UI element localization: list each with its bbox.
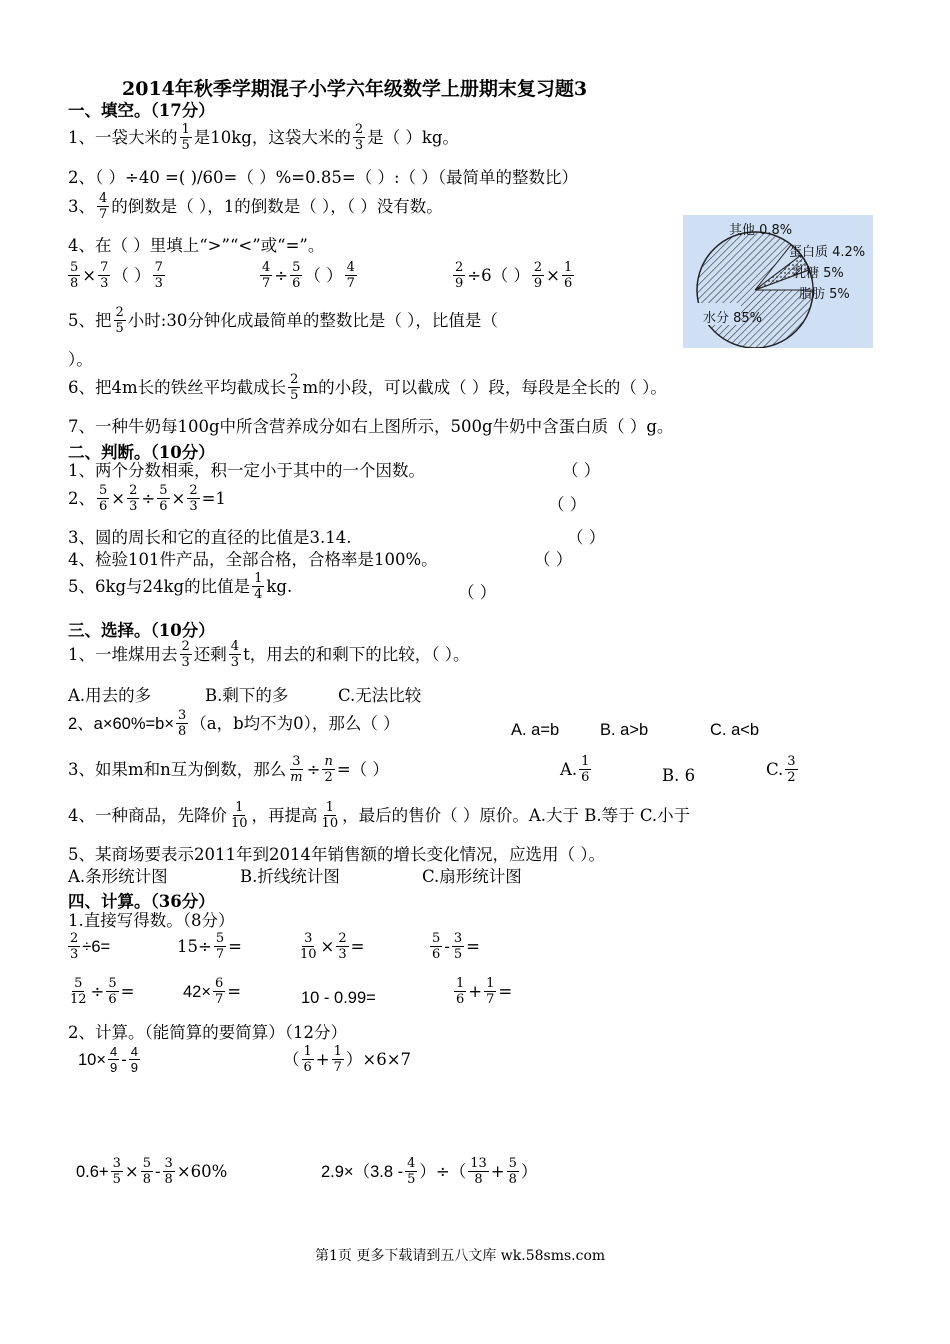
choice-3: 3、如果m和n互为倒数，那么 $\frac{3}{m}$ ÷ $\frac{n}{2}$ =（ ） [68,754,389,785]
calc-2a: $\frac{5}{12}$ ÷ $\frac{5}{6}$ = [70,976,135,1007]
fraction: $\frac{1}{5}$ [181,122,190,153]
choice-3-option-a: A. $\frac{1}{6}$ [560,754,590,785]
pie-label-other: 其他 0.8% [729,223,793,238]
choice-5-option-c: C.扇形统计图 [422,867,522,886]
choice-5-option-a: A.条形统计图 [68,867,168,886]
calc-expr-1: 10× $\frac{4}{9}$ - $\frac{4}{9}$ [78,1044,138,1075]
choice-2-option-a: A. a=b [511,721,560,739]
question-1-7: 7、一种牛奶每100g中所含营养成分如右上图所示，500g牛奶中含蛋白质（ ）g。 [68,417,674,436]
choice-3-option-b: B. 6 [662,766,696,785]
pie-label-lactose: 乳糖 5% [793,266,844,281]
judge-5: 5、6kg与24kg的比值是 $\frac{1}{4}$ kg. [68,571,293,602]
calc-1c: $\frac{3}{10}$ × $\frac{2}{3}$ = [300,931,365,962]
nutrition-pie-image [683,215,873,348]
choice-1-option-b: B.剩下的多 [205,686,289,705]
calc-2c: 10 - 0.99= [301,989,376,1007]
calc-expr-3: 0.6+ $\frac{3}{5}$ × $\frac{5}{8}$ - $\frac{3}{8}$ ×60% [76,1156,228,1187]
question-1-3: 3、 $\frac{4}{7}$ 的倒数是（ ），1的倒数是（ ），（ ）没有数。 [68,191,443,222]
compare-item-2: $\frac{4}{7}$ ÷ $\frac{5}{6}$ （ ） $\frac{4}{7}$ [262,260,355,291]
judge-2-answer: （ ） [548,495,587,514]
judge-4-answer: （ ） [534,550,573,569]
choice-4: 4、一种商品，先降价 $\frac{1}{10}$ ，再提高 $\frac{1}{10}$ ，最后的售价（ ）原价。A.大于 B.等于 C.小于 [68,800,691,831]
compare-item-1: $\frac{5}{8}$ × $\frac{7}{3}$ （ ） $\frac{7}{3}$ [70,260,163,291]
judge-4: 4、检验101件产品，全部合格，合格率是100%。 [68,550,438,569]
calc-sub-1: 1.直接写得数。（8分） [68,911,235,930]
pie-label-protein: 蛋白质 4.2% [789,245,866,260]
page-title: 2014年秋季学期混子小学六年级数学上册期末复习题3 [122,78,588,100]
judge-2: 2、 $\frac{5}{6}$ × $\frac{2}{3}$ ÷ $\frac{5}{6}$ × $\frac{2}{3}$ =1 [68,483,226,514]
choice-5: 5、某商场要表示2011年到2014年销售额的增长变化情况，应选用（ ）。 [68,845,605,864]
judge-3-answer: （ ） [567,528,606,547]
question-1-4: 4、在（ ）里填上“>”“<”或“=”。 [68,236,325,255]
page-footer: 第1页 更多下载请到五八文库 wk.58sms.com [315,1248,606,1264]
calc-2b: 42× $\frac{6}{7}$ = [183,976,242,1007]
choice-1: 1、一堆煤用去 $\frac{2}{3}$ 还剩 $\frac{4}{3}$ t，用去的和剩下的比较，（ ）。 [68,639,470,670]
calc-expr-2: （ $\frac{1}{6}$ + $\frac{1}{7}$ ）×6×7 [283,1044,412,1075]
section-heading-calc: 四、计算。（36分） [68,892,215,911]
choice-2-option-b: B. a>b [600,721,649,739]
choice-1-option-c: C.无法比较 [338,686,422,705]
pie-label-fat: 脂肪 5% [799,287,850,302]
fraction: $\frac{4}{7}$ [99,191,108,222]
pie-label-water: 水分 85% [703,311,763,326]
question-1-5-cont: ）。 [68,350,93,369]
judge-3: 3、圆的周长和它的直径的比值是3.14. [68,528,352,547]
question-1-6: 6、把4m长的铁丝平均截成长 $\frac{2}{5}$ m的小段，可以截成（ ）段，每段是全长的（ ）。 [68,372,667,403]
calc-sub-2: 2、计算。（能简算的要简算）（12分） [68,1023,347,1042]
choice-1-option-a: A.用去的多 [68,686,152,705]
question-1-1: 1、一袋大米的 $\frac{1}{5}$ 是10kg，这袋大米的 $\frac{2}{3}$ 是（ ）kg。 [68,122,459,153]
section-heading-choose: 三、选择。（10分） [68,621,215,640]
calc-expr-4: 2.9×（3.8 - $\frac{4}{5}$ ）÷（ $\frac{13}{8}$ + $\frac{5}{8}$ ） [321,1156,538,1187]
section-heading-judge: 二、判断。（10分） [68,443,215,462]
choice-2-option-c: C. a<b [710,721,760,739]
judge-1: 1、两个分数相乘，积一定小于其中的一个因数。 [68,461,425,480]
judge-1-answer: （ ） [562,461,601,480]
choice-5-option-b: B.折线统计图 [240,867,340,886]
choice-2: 2、a×60%=b× $\frac{3}{8}$ （a，b均不为0），那么（ ） [68,708,400,739]
question-1-5: 5、把 $\frac{2}{5}$ 小时:30分钟化成最简单的整数比是（ ），比值是（ [68,305,498,336]
question-1-2: 2、（ ）÷40 =( )/60=（ ）%=0.85=（ ）:（ ）（最简单的整数比） [68,168,578,187]
judge-5-answer: （ ） [458,583,497,602]
choice-3-option-c: C. $\frac{3}{2}$ [766,754,796,785]
compare-item-3: $\frac{2}{9}$ ÷6（ ） $\frac{2}{9}$ × $\frac{1}{6}$ [455,260,573,291]
fraction: $\frac{2}{3}$ [354,122,364,153]
calc-2d: $\frac{1}{6}$ + $\frac{1}{7}$ = [456,976,513,1007]
section-heading-fill: 一、填空。（17分） [68,101,215,120]
calc-1b: 15÷ $\frac{5}{7}$ = [177,931,242,962]
calc-1a: $\frac{2}{3}$ ÷6= [70,931,111,962]
calc-1d: $\frac{5}{6}$ - $\frac{3}{5}$ = [432,931,480,962]
